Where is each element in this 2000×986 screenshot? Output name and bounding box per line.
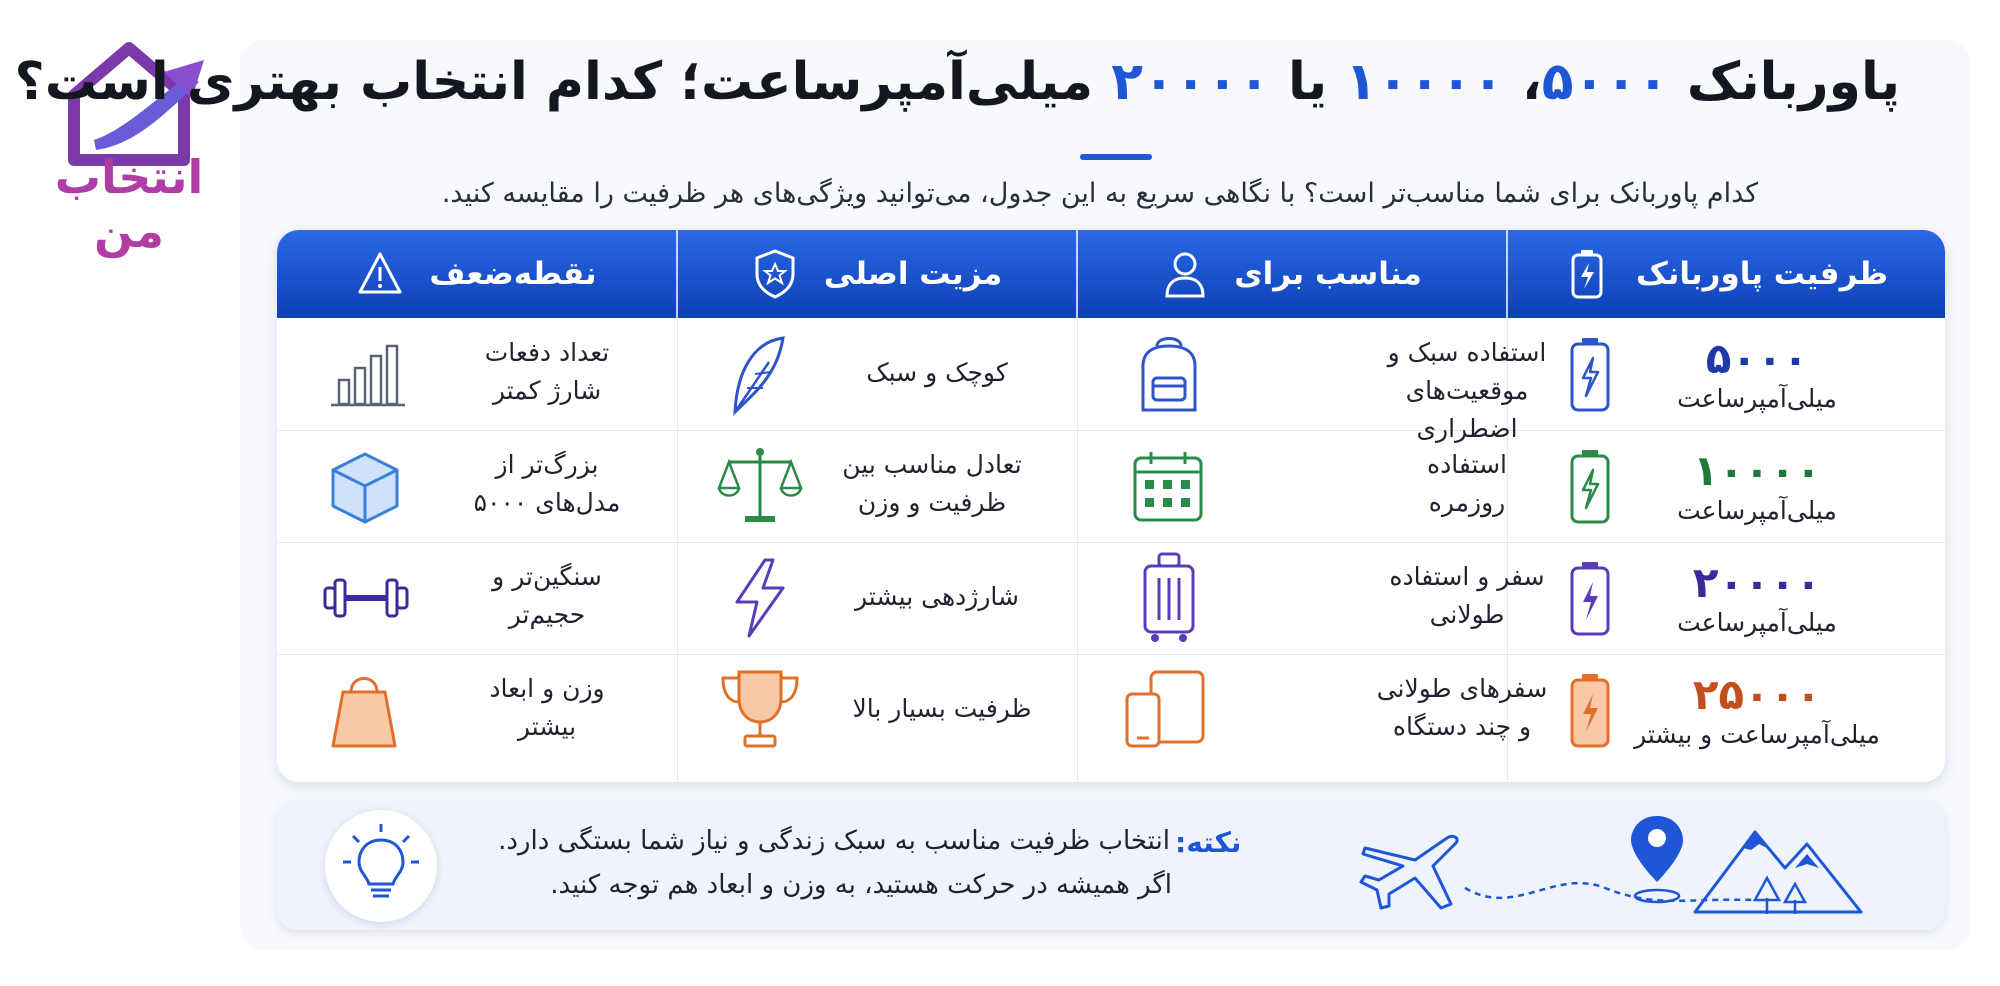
capacity-value: ۲۵۰۰۰ bbox=[1692, 670, 1822, 719]
advantage-line: تعادل مناسب بین bbox=[842, 450, 1022, 479]
capacity-unit: میلی‌آمپرساعت bbox=[1677, 496, 1837, 525]
warning-icon bbox=[357, 248, 403, 300]
title-or: یا bbox=[1288, 52, 1328, 112]
advantage-text: شارژدهی بیشتر bbox=[855, 582, 1019, 611]
weakness-line: مدل‌های ۵۰۰۰ bbox=[473, 488, 621, 517]
header-advantage bbox=[677, 230, 1077, 318]
weakness-line: بیشتر bbox=[517, 712, 577, 741]
weakness-line: بزرگ‌تر از bbox=[495, 450, 599, 479]
header-advantage-label: مزیت اصلی bbox=[823, 256, 1003, 292]
dumbbell-icon bbox=[321, 574, 411, 622]
calendar-icon bbox=[1131, 448, 1205, 524]
capacity-unit: میلی‌آمپرساعت و بیشتر bbox=[1634, 720, 1880, 749]
table-row bbox=[277, 542, 1945, 655]
lightbulb-badge bbox=[325, 810, 437, 922]
header-capacity bbox=[1507, 230, 1945, 318]
scale-icon bbox=[717, 444, 803, 528]
header-suitable bbox=[1077, 230, 1507, 318]
title-num-10000: ۱۰۰۰۰ bbox=[1345, 52, 1504, 112]
weakness-line: حجیم‌تر bbox=[508, 600, 586, 629]
weakness-text bbox=[447, 558, 647, 634]
note-label: نکته: bbox=[1175, 826, 1242, 859]
page-title bbox=[14, 52, 1900, 112]
travel-illustration bbox=[1355, 808, 1865, 924]
weakness-line: شارژ کمتر bbox=[492, 376, 602, 405]
feather-icon bbox=[723, 332, 795, 418]
title-prefix: پاوربانک bbox=[1686, 52, 1900, 112]
table-row bbox=[277, 318, 1945, 443]
capacity-unit: میلی‌آمپرساعت bbox=[1677, 608, 1837, 637]
title-num-5000: ۵۰۰۰ bbox=[1541, 52, 1669, 112]
suitcase-icon bbox=[1139, 552, 1199, 644]
suitable-line: استفاده سبک و bbox=[1387, 338, 1547, 367]
advantage-text: کوچک و سبک bbox=[866, 358, 1008, 387]
backpack-icon bbox=[1129, 332, 1209, 418]
suitable-text bbox=[1367, 558, 1567, 634]
mountains-icon bbox=[1695, 832, 1861, 914]
capacity-value: ۲۰۰۰۰ bbox=[1692, 558, 1822, 607]
header-weakness bbox=[277, 230, 677, 318]
suitable-line: و چند دستگاه bbox=[1392, 712, 1532, 741]
lightbulb-icon bbox=[325, 810, 437, 922]
table-header bbox=[277, 230, 1945, 318]
suitable-line: سفرهای طولانی bbox=[1376, 674, 1548, 703]
note-line: اگر همیشه در حرکت هستید، به وزن و ابعاد هم توجه کنید. bbox=[550, 870, 1172, 900]
suitable-line: موقعیت‌های اضطراری bbox=[1405, 376, 1529, 443]
advantage-text bbox=[817, 446, 1047, 522]
advantage-line: ظرفیت و وزن bbox=[857, 488, 1007, 517]
title-underline bbox=[1080, 154, 1152, 160]
weakness-line: تعداد دفعات bbox=[484, 338, 610, 367]
title-sep: ، bbox=[1522, 52, 1542, 112]
weakness-line: سنگین‌تر و bbox=[492, 562, 602, 591]
suitable-line: سفر و استفاده bbox=[1389, 562, 1545, 591]
logo-text: انتخاب من bbox=[54, 150, 204, 258]
capacity-unit: میلی‌آمپرساعت bbox=[1677, 384, 1837, 413]
comparison-table bbox=[277, 230, 1945, 782]
suitable-text bbox=[1347, 670, 1577, 746]
suitable-text bbox=[1377, 446, 1557, 522]
lightning-icon bbox=[729, 556, 791, 640]
header-capacity-label: ظرفیت پاوربانک bbox=[1635, 256, 1889, 292]
advantage-text: ظرفیت بسیار بالا bbox=[852, 694, 1032, 723]
title-suffix: میلی‌آمپرساعت؛ کدام انتخاب بهتری است؟ bbox=[14, 52, 1094, 112]
weakness-text bbox=[447, 670, 647, 746]
weakness-text bbox=[447, 446, 647, 522]
capacity-value: ۱۰۰۰۰ bbox=[1692, 446, 1822, 495]
suitable-line: روزمره bbox=[1428, 488, 1506, 517]
capacity-value: ۵۰۰۰ bbox=[1705, 334, 1809, 383]
weakness-text bbox=[447, 334, 647, 410]
user-icon bbox=[1162, 248, 1208, 300]
battery-icon bbox=[1567, 448, 1613, 526]
devices-icon bbox=[1123, 668, 1209, 752]
note-line: انتخاب ظرفیت مناسب به سبک زندگی و نیاز شما بستگی دارد. bbox=[498, 826, 1170, 856]
title-num-20000: ۲۰۰۰۰ bbox=[1111, 52, 1270, 112]
airplane-icon bbox=[1361, 836, 1457, 908]
header-weakness-label: نقطه‌ضعف bbox=[429, 256, 597, 292]
weight-bag-icon bbox=[329, 668, 399, 752]
table-row bbox=[277, 654, 1945, 766]
shield-star-icon bbox=[752, 248, 798, 300]
suitable-line: طولانی bbox=[1429, 600, 1505, 629]
bar-chart-icon bbox=[327, 342, 407, 408]
weakness-line: وزن و ابعاد bbox=[489, 674, 605, 703]
table-row bbox=[277, 430, 1945, 543]
suitable-line: استفاده bbox=[1427, 450, 1507, 479]
location-pin-icon bbox=[1631, 816, 1683, 902]
trophy-icon bbox=[717, 668, 803, 752]
battery-icon bbox=[1567, 560, 1613, 638]
header-suitable-label: مناسب برای bbox=[1234, 256, 1422, 292]
cube-icon bbox=[329, 450, 401, 526]
battery-icon bbox=[1564, 248, 1610, 300]
page-subtitle: کدام پاوربانک برای شما مناسب‌تر است؟ با نگاهی سریع به این جدول، می‌توانید ویژگی‌های هر ظرفیت را مقایسه کنید. bbox=[441, 178, 1759, 209]
